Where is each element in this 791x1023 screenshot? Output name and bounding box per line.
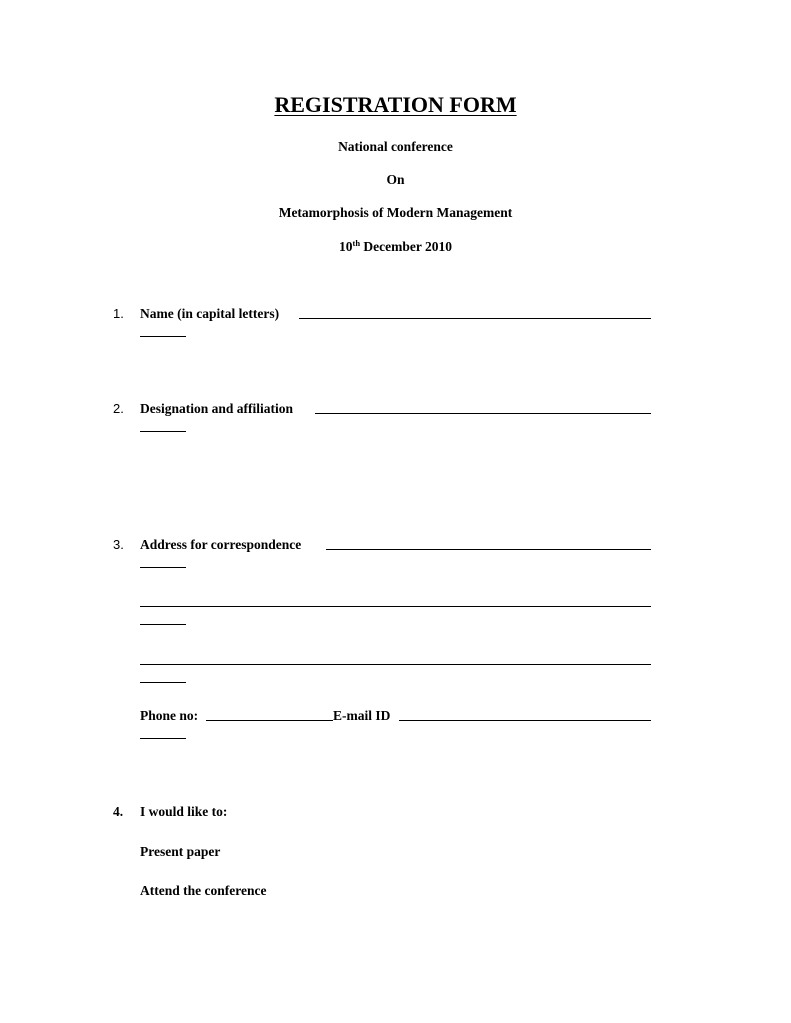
address-field-line-3[interactable] xyxy=(140,664,651,665)
conference-type: National conference xyxy=(338,139,453,154)
participation-label: I would like to: xyxy=(140,804,228,819)
date-suffix: th xyxy=(352,238,361,248)
item-number-3: 3. xyxy=(113,537,124,552)
address-field-line-1[interactable] xyxy=(326,549,651,550)
email-field-line[interactable] xyxy=(399,720,651,721)
address-field-line-2-continuation[interactable] xyxy=(140,624,186,625)
designation-field-line-continuation[interactable] xyxy=(140,431,186,432)
name-label: Name (in capital letters) xyxy=(140,306,280,321)
form-title: REGISTRATION FORM xyxy=(274,92,517,117)
address-label: Address for correspondence xyxy=(140,537,302,552)
email-field-line-continuation[interactable] xyxy=(140,738,186,739)
name-field-line[interactable] xyxy=(299,318,651,319)
address-field-line-1-continuation[interactable] xyxy=(140,567,186,568)
name-field-line-continuation[interactable] xyxy=(140,336,186,337)
date-rest: December 2010 xyxy=(360,239,453,254)
option-present-paper[interactable]: Present paper xyxy=(140,844,221,859)
designation-field-line[interactable] xyxy=(315,413,651,414)
phone-label: Phone no: xyxy=(140,708,199,723)
option-attend-conference[interactable]: Attend the conference xyxy=(140,883,267,898)
conference-on: On xyxy=(386,172,405,187)
item-number-2: 2. xyxy=(113,401,124,416)
date-day: 10 xyxy=(338,239,353,254)
address-field-line-2[interactable] xyxy=(140,606,651,607)
email-label: E-mail ID xyxy=(333,708,391,723)
address-field-line-3-continuation[interactable] xyxy=(140,682,186,683)
item-number-4: 4. xyxy=(113,804,124,819)
conference-theme: Metamorphosis of Modern Management xyxy=(278,205,513,220)
designation-label: Designation and affiliation xyxy=(140,401,294,416)
conference-date xyxy=(0,238,791,255)
phone-field-line[interactable] xyxy=(206,720,333,721)
item-number-1: 1. xyxy=(113,306,124,321)
